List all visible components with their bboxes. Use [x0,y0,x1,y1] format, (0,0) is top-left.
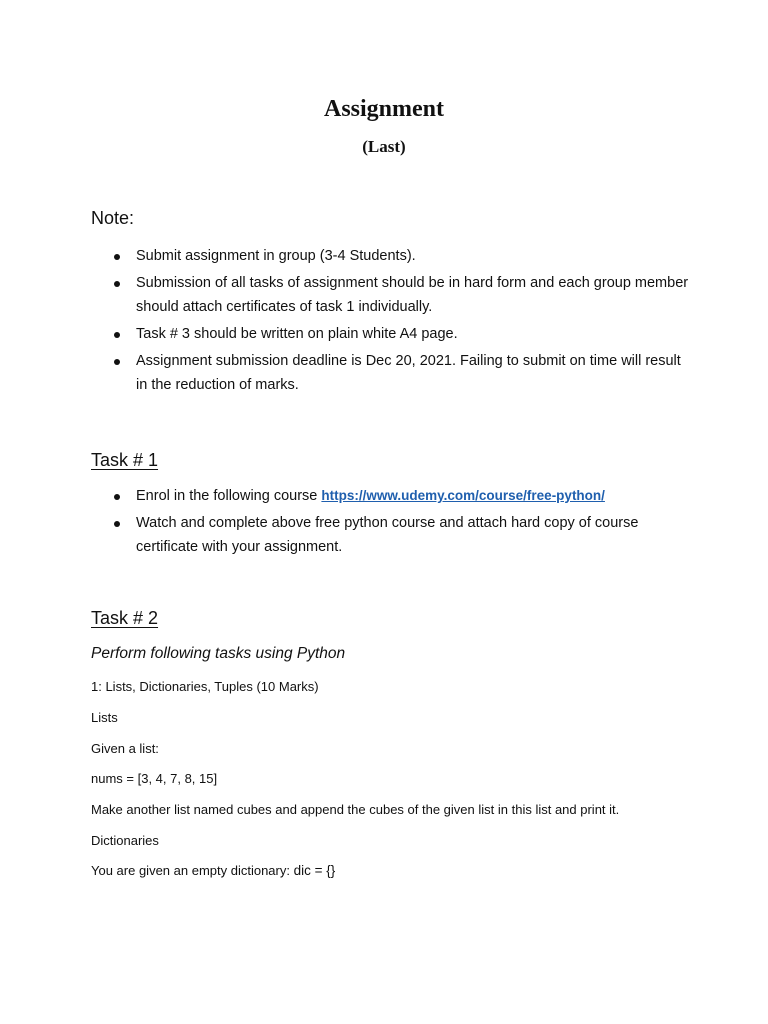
list-item [91,484,691,508]
nums-code: nums = [3, 4, 7, 8, 15] [91,771,218,786]
dict-line [91,862,335,880]
list-item [91,511,691,559]
enrol-text: Enrol in the following course [136,488,322,504]
note-list [91,244,691,400]
list-item [91,349,691,397]
document-title: Assignment [323,96,444,122]
given-list-text: Given a list: [91,741,159,756]
dictionaries-heading: Dictionaries [91,833,159,848]
list-item [91,244,691,268]
bullet-icon [114,359,120,365]
task1-list [91,484,691,562]
list-item [91,322,691,346]
bullet-icon [114,281,120,287]
bullet-icon [114,494,120,500]
task1-item-text: Watch and complete above free python course and attach hard copy of course certificate with your assignment. [136,515,639,555]
note-item-text: Submit assignment in group (3-4 Students). [136,248,416,264]
dict-code: dic = {} [293,863,336,878]
bullet-icon [114,254,120,260]
bullet-icon [114,332,120,338]
bullet-icon [114,521,120,527]
list-item [91,271,691,319]
note-heading: Note: [91,208,135,228]
note-item-text: Task # 3 should be written on plain white A4 page. [136,326,458,342]
task1-heading: Task # 1 [91,450,159,470]
dict-text: You are given an empty dictionary: [91,863,294,878]
note-item-text: Submission of all tasks of assignment should be in hard form and each group member should attach certificates of task 1 individually. [136,275,689,315]
task2-heading: Task # 2 [91,608,159,628]
course-link[interactable]: https://www.udemy.com/course/free-python/ [321,488,605,503]
task2-intro: Perform following tasks using Python [91,645,346,662]
cubes-instruction: Make another list named cubes and append the cubes of the given list in this list and print it. [91,802,620,817]
lists-heading: Lists [91,710,118,725]
section1-heading: 1: Lists, Dictionaries, Tuples (10 Marks) [91,679,319,694]
document-subtitle: (Last) [362,137,406,156]
note-item-text: Assignment submission deadline is Dec 20, 2021. Failing to submit on time will result in the reduction of marks. [136,353,681,393]
